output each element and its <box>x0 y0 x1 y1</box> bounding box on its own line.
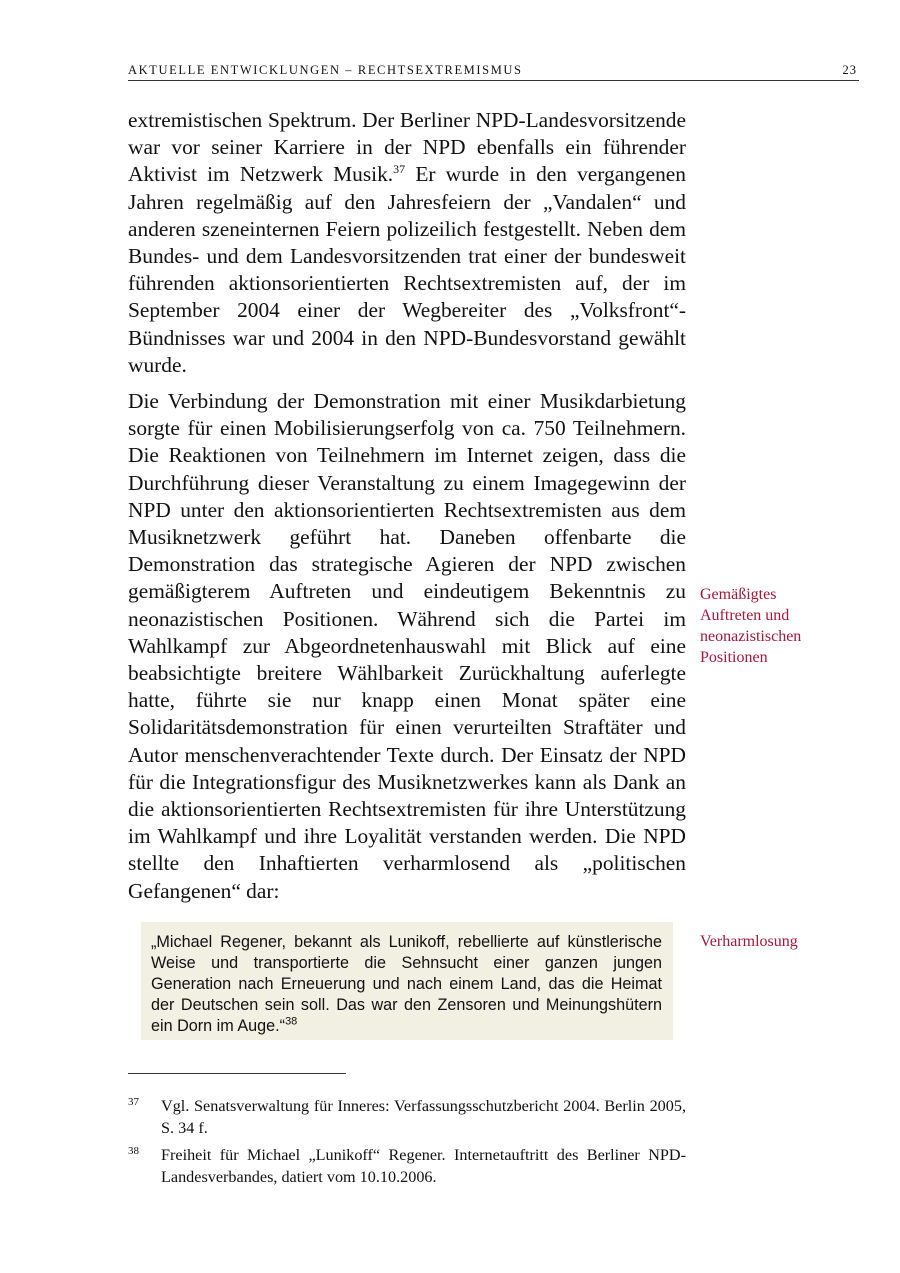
margin-note-line: Gemäßigtes <box>700 586 777 603</box>
margin-note-moderate-positions <box>700 584 840 668</box>
running-header <box>128 62 859 81</box>
paragraph-2: Die Verbindung der Demonstration mit einer Musikdarbietung sorgte für einen Mobilisierungserfolg von ca. 750 Teilnehmern. Die Reaktionen von Teilnehmern im Internet zeigen, dass die Durchführung dieser Veranstaltung zu einem Imagegewinn der NPD unter den aktionsorientierten Rechtsextremisten aus dem Musiknetzwerk geführt hat. Daneben offenbarte die Demonstration das strategische Agieren der NPD zwischen gemäßigterem Auftreten und eindeutigem Bekenntnis zu neonazistischen Positionen. Während sich die Partei im Wahlkampf zur Abgeordnetenhauswahl mit Blick auf eine beabsichtigte breitere Wählbarkeit Zurückhaltung auferlegte hatte, führte sie nur knapp einen Monat später eine Solidaritätsdemonstration für einen verurteilten Straftäter und Autor menschenverachtender Texte durch. Der Einsatz der NPD für die Integrationsfigur des Musiknetzwerkes kann als Dank an die aktionsorientierten Rechtsextremisten für ihre Unterstützung im Wahlkampf und ihre Loyalität verstanden werden. Die NPD stellte den Inhaftierten verharmlosend als „politischen Gefangenen“ dar: <box>128 389 686 903</box>
footnote-separator <box>128 1073 346 1074</box>
footnote-ref-37[interactable]: 37 <box>393 162 406 177</box>
margin-note-line: Positionen <box>700 649 768 666</box>
margin-note-line: neonazistischen <box>700 628 802 645</box>
paragraph-1-text-cont: Er wurde in den vergangenen Jahren regelmäßig auf den Jahresfeiern der „Vandalen“ und anderen szeneinternen Feiern polizeilich festgestellt. Neben dem Bundes- und dem Landesvorsitzenden trat einer der bundesweit führenden aktionsorientierten Rechtsextremisten auf, der im September 2004 einer der Wegbereiter des „Volksfront“-Bündnisses war und 2004 in den NPD-Bundesvorstand gewählt wurde. <box>128 162 686 377</box>
footnote-37 <box>128 1095 686 1139</box>
paragraph-1-text: extremistischen Spektrum. Der Berliner NPD-Landesvorsitzende war vor seiner Karriere in der NPD ebenfalls ein führender Aktivist im Netzwerk Musik. <box>128 108 686 187</box>
page-number: 23 <box>842 63 857 77</box>
footnote-number: 37 <box>128 1096 139 1108</box>
quote-text: „Michael Regener, bekannt als Lunikoff, rebellierte auf künstlerische Weise und transportierte die Sehnsucht einer ganzen jungen Generation nach Erneuerung und nach einem Land, das die Heimat der Deutschen sein soll. Das war den Zensoren und Meinungshütern ein Dorn im Auge.“ <box>151 933 662 1035</box>
main-text <box>128 107 686 905</box>
margin-note-trivialization: Verharmlosung <box>700 933 798 950</box>
margin-note-line: Auftreten und <box>700 607 790 624</box>
paragraph-1 <box>128 107 686 379</box>
block-quote <box>141 922 673 1040</box>
running-header-title: AKTUELLE ENTWICKLUNGEN – RECHTSEXTREMISMUS <box>128 63 523 77</box>
footnote-38 <box>128 1144 686 1188</box>
footnote-number: 38 <box>128 1145 139 1157</box>
footnote-text: Vgl. Senatsverwaltung für Inneres: Verfassungsschutzbericht 2004. Berlin 2005, S. 34 f. <box>161 1097 686 1137</box>
footnote-text: Freiheit für Michael „Lunikoff“ Regener. Internetauftritt des Berliner NPD-Landesverbandes, datiert vom 10.10.2006. <box>161 1146 686 1186</box>
footnote-ref-38[interactable]: 38 <box>285 1015 298 1028</box>
